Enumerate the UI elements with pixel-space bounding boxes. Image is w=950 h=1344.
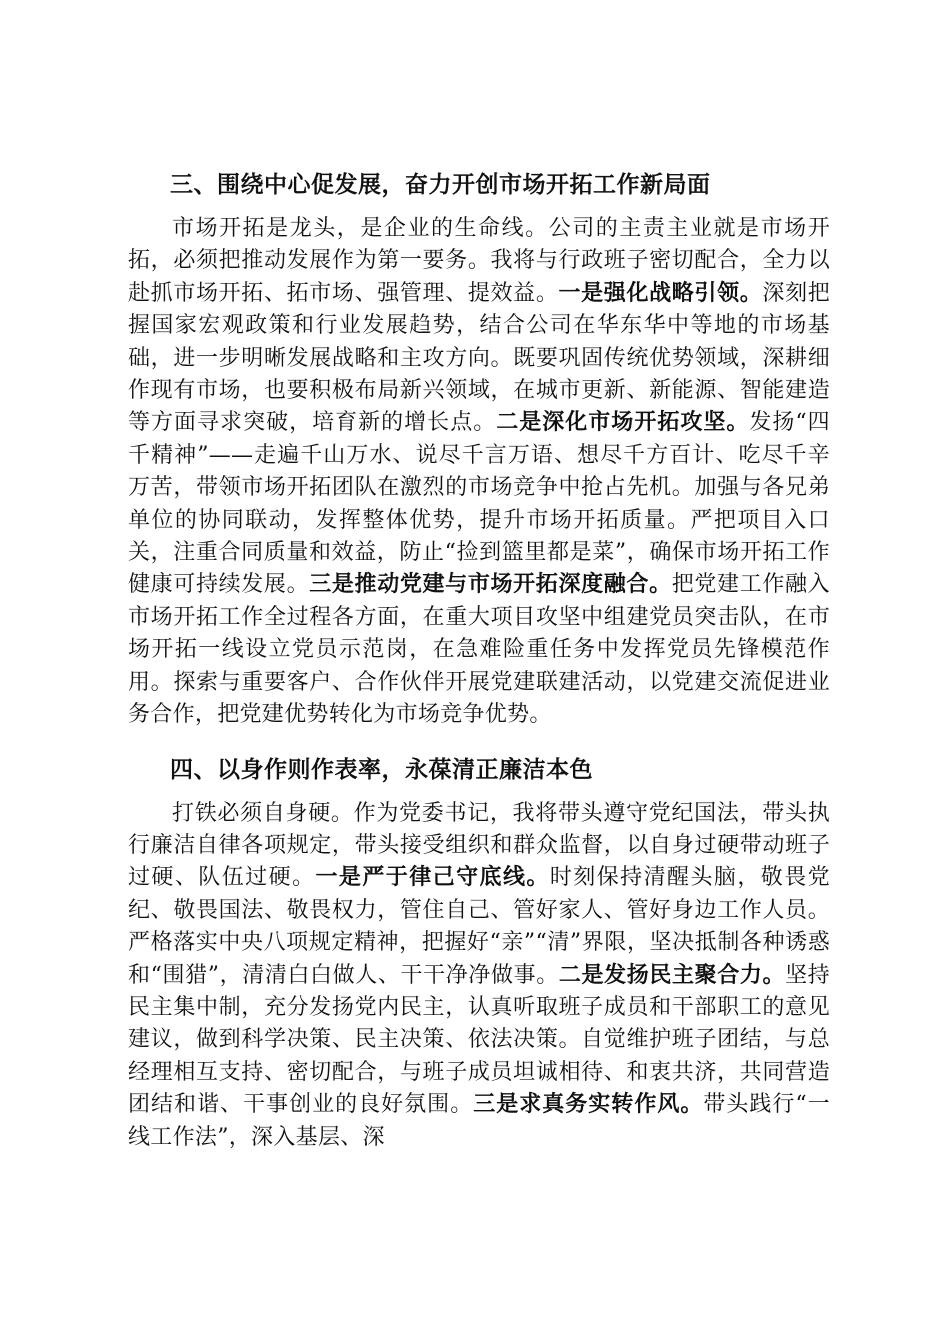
section-3-paragraph <box>128 213 830 732</box>
section-3-text-3: 发扬“四千精神”——走遍千山万水、说尽千言万语、想尽千方百计、吃尽千辛万苦，带领市场开拓团队在激烈的市场竞争中抢占先机。加强与各兄弟单位的协同联动，发挥整体优势，提升市场开拓质量。严把项目入口关，注重合同质量和效益，防止“捡到篮里都是菜”，确保市场开拓工作健康可持续发展。 <box>128 410 830 598</box>
section-4-text-1: 打铁必须自身硬。作为党委书记，我将带头遵守党纪国法，带头执行廉洁自律各项规定，带头接受组织和群众监督，以自身过硬带动班子过硬、队伍过硬。 <box>128 800 830 891</box>
section-4-point-1: 一是严于律己守底线。 <box>315 865 550 891</box>
section-3-point-2: 二是深化市场开拓攻坚。 <box>496 410 750 436</box>
section-3-point-1: 一是强化战略引领。 <box>558 280 763 306</box>
section-4-point-2: 二是发扬民主聚合力。 <box>558 962 786 988</box>
section-4-text-2: 时刻保持清醒头脑，敬畏党纪、敬畏国法、敬畏权力，管住自己、管好家人、管好身边工作人员。严格落实中央八项规定精神，把握好“亲”“清”界限，坚决抵制各种诱惑和“围猎”，清清白白做人、干干净净做事。 <box>128 865 830 988</box>
section-4-point-3: 三是求真务实转作风。 <box>473 1092 704 1118</box>
section-4-text-3: 坚持民主集中制，充分发扬党内民主，认真听取班子成员和干部职工的意见建议，做到科学决策、民主决策、依法决策。自觉维护班子团结，与总经理相互支持、密切配合，与班子成员坦诚相待、和衷共济，共同营造团结和谐、干事创业的良好氛围。 <box>128 962 830 1118</box>
section-3-text-1: 市场开拓是龙头，是企业的生命线。公司的主责主业就是市场开拓，必须把推动发展作为第一要务。我将与行政班子密切配合，全力以赴抓市场开拓、拓市场、强管理、提效益。 <box>128 216 830 306</box>
section-3-heading: 三、围绕中心促发展，奋力开创市场开拓工作新局面 <box>170 172 711 198</box>
section-3-text-2: 深刻把握国家宏观政策和行业发展趋势，结合公司在华东华中等地的市场基础，进一步明晰发展战略和主攻方向。既要巩固传统优势领域，深耕细作现有市场，也要积极布局新兴领域，在城市更新、新能源、智能建造等方面寻求突破，培育新的增长点。 <box>128 280 831 436</box>
section-3-text-4: 把党建工作融入市场开拓工作全过程各方面，在重大项目攻坚中组建党员突击队，在市场开拓一线设立党员示范岗，在急难险重任务中发挥党员先锋模范作用。探索与重要客户、合作伙伴开展党建联建活动，以党建交流促进业务合作，把党建优势转化为市场竞争优势。 <box>128 572 830 728</box>
section-3-point-3: 三是推动党建与市场开拓深度融合。 <box>309 572 672 598</box>
section-4-heading: 四、以身作则作表率，永葆清正廉洁本色 <box>170 756 593 783</box>
section-4-text-4: 带头践行“一线工作法”，深入基层、深 <box>128 1092 830 1150</box>
document-page <box>128 163 830 1154</box>
section-4-paragraph <box>128 798 830 1154</box>
